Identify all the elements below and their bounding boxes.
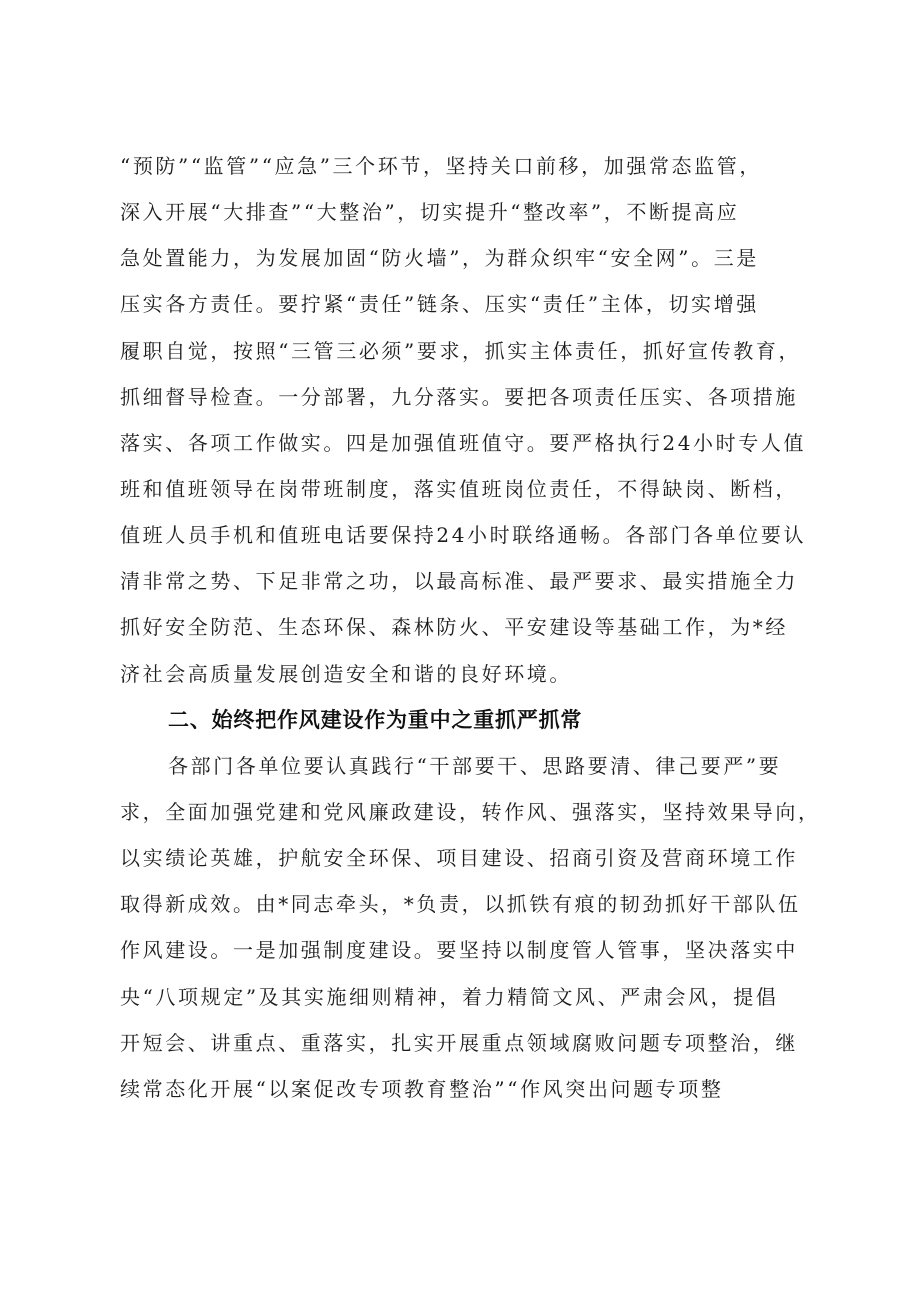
paragraph-2 (120, 743, 820, 1112)
text-line: 续常态化开展“以案促改专项教育整治”“作风突出问题专项整 (120, 1076, 724, 1101)
text-line: 抓好安全防范、生态环保、森林防火、平安建设等基础工作，为*经 (120, 615, 788, 640)
text-line: 压实各方责任。要拧紧“责任”链条、压实“责任”主体，切实增强 (120, 292, 759, 317)
text-line: 济社会高质量发展创造安全和谐的良好环境。 (120, 661, 572, 686)
text-line: 清非常之势、下足非常之功，以最高标准、最严要求、最实措施全力 (120, 569, 798, 594)
text-line: 作风建设。一是加强制度建设。要坚持以制度管人管事，坚决落实中 (120, 938, 798, 963)
text-line: 取得新成效。由*同志牵头，*负责，以抓铁有痕的韧劲抓好干部队伍 (120, 892, 801, 917)
text-line: 开短会、讲重点、重落实，扎实开展重点领域腐败问题专项整治，继 (120, 1030, 798, 1055)
text-line: 以实绩论英雄，护航安全环保、项目建设、招商引资及营商环境工作 (120, 846, 798, 871)
text-line: 各部门各单位要认真践行“干部要干、思路要清、律己要严”要 (168, 753, 782, 778)
text-line: 求，全面加强党建和党风廉政建设，转作风、强落实，坚持效果导向， (120, 799, 821, 824)
text-line: “预防”“监管”“应急”三个环节，坚持关口前移，加强常态监管， (120, 154, 762, 178)
text-line: 履职自觉，按照“三管三必须”要求，抓实主体责任，抓好宣传教育， (120, 338, 802, 363)
text-line: 深入开展“大排查”“大整治”，切实提升“整改率”，不断提高应 (120, 200, 740, 225)
paragraph-1 (120, 143, 820, 697)
text-line: 急处置能力，为发展加固“防火墙”，为群众织牢“安全网”。三是 (120, 246, 759, 271)
document-body (120, 143, 820, 1112)
text-line: 班和值班领导在岗带班制度，落实值班岗位责任，不得缺岗、断档， (120, 476, 798, 501)
text-line: 央“八项规定”及其实施细则精神，着力精简文风、严肃会风，提倡 (120, 984, 779, 1009)
text-line: 值班人员手机和值班电话要保持24小时联络通畅。各部门各单位要认 (120, 523, 807, 548)
text-line: 落实、各项工作做实。四是加强值班值守。要严格执行24小时专人值 (120, 430, 807, 455)
section-heading: 二、始终把作风建设作为重中之重抓严抓常 (168, 707, 583, 732)
text-line: 抓细督导检查。一分部署，九分落实。要把各项责任压实、各项措施 (120, 384, 798, 409)
